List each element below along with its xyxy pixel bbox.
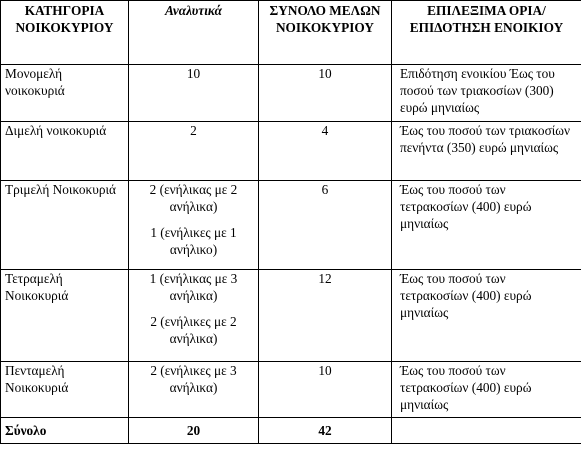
detail-line: 2 <box>190 123 197 138</box>
detail-line: 2 (ενήλικες με 3 ανήλικα) <box>150 363 237 395</box>
row-total: 10 <box>259 362 392 418</box>
row-category: Διμελή νοικοκυριά <box>1 122 129 181</box>
row-details <box>129 270 259 362</box>
header-eligible-limits: ΕΠΙΛΕΞΙΜΑ ΟΡΙΑ/ ΕΠΙΔΟΤΗΣΗ ΕΝΟΙΚΙΟΥ <box>392 1 581 65</box>
detail-line: 2 (ενήλικες με 2 ανήλικα) <box>150 314 237 346</box>
table-row <box>1 362 581 418</box>
row-category: Μονομελή νοικοκυριά <box>1 65 129 122</box>
totals-details: 20 <box>129 418 259 444</box>
table-row <box>1 270 581 362</box>
row-category: Τετραμελή Νοικοκυριά <box>1 270 129 362</box>
table-row <box>1 65 581 122</box>
header-total-members: ΣΥΝΟΛΟ ΜΕΛΩΝ ΝΟΙΚΟΚΥΡΙΟΥ <box>259 1 392 65</box>
detail-line: 2 (ενήλικας με 2 ανήλικα) <box>149 182 238 214</box>
table-row <box>1 122 581 181</box>
totals-members: 42 <box>259 418 392 444</box>
row-limit: Έως του ποσού των τετρακοσίων (400) ευρώ μηνιαίως <box>392 181 581 270</box>
row-category: Πενταμελή Νοικοκυριά <box>1 362 129 418</box>
row-limit: Έως του ποσού των τετρακοσίων (400) ευρώ μηνιαίως <box>392 270 581 362</box>
table-row <box>1 181 581 270</box>
row-details <box>129 65 259 122</box>
totals-limit <box>392 418 581 444</box>
table-header-row <box>1 1 581 65</box>
row-total: 6 <box>259 181 392 270</box>
row-limit: Έως του ποσού των τριακοσίων πενήντα (350) ευρώ μηνιαίως <box>392 122 581 181</box>
totals-row <box>1 418 581 444</box>
detail-line: 10 <box>186 66 201 81</box>
row-total: 10 <box>259 65 392 122</box>
row-details <box>129 362 259 418</box>
header-category: ΚΑΤΗΓΟΡΙΑ ΝΟΙΚΟΚΥΡΙΟΥ <box>1 1 129 65</box>
row-limit: Επιδότηση ενοικίου Έως του ποσού των τριακοσίων (300) ευρώ μηνιαίως <box>392 65 581 122</box>
row-limit: Έως του ποσού των τετρακοσίων (400) ευρώ μηνιαίως <box>392 362 581 418</box>
row-total: 4 <box>259 122 392 181</box>
row-total: 12 <box>259 270 392 362</box>
detail-line: 1 (ενήλικας με 3 ανήλικα) <box>149 271 238 303</box>
row-category: Τριμελή Νοικοκυριά <box>1 181 129 270</box>
row-details <box>129 122 259 181</box>
detail-line: 1 (ενήλικες με 1 ανήλικο) <box>150 225 237 257</box>
row-details <box>129 181 259 270</box>
header-details: Αναλυτικά <box>129 1 259 65</box>
totals-label: Σύνολο <box>1 418 129 444</box>
